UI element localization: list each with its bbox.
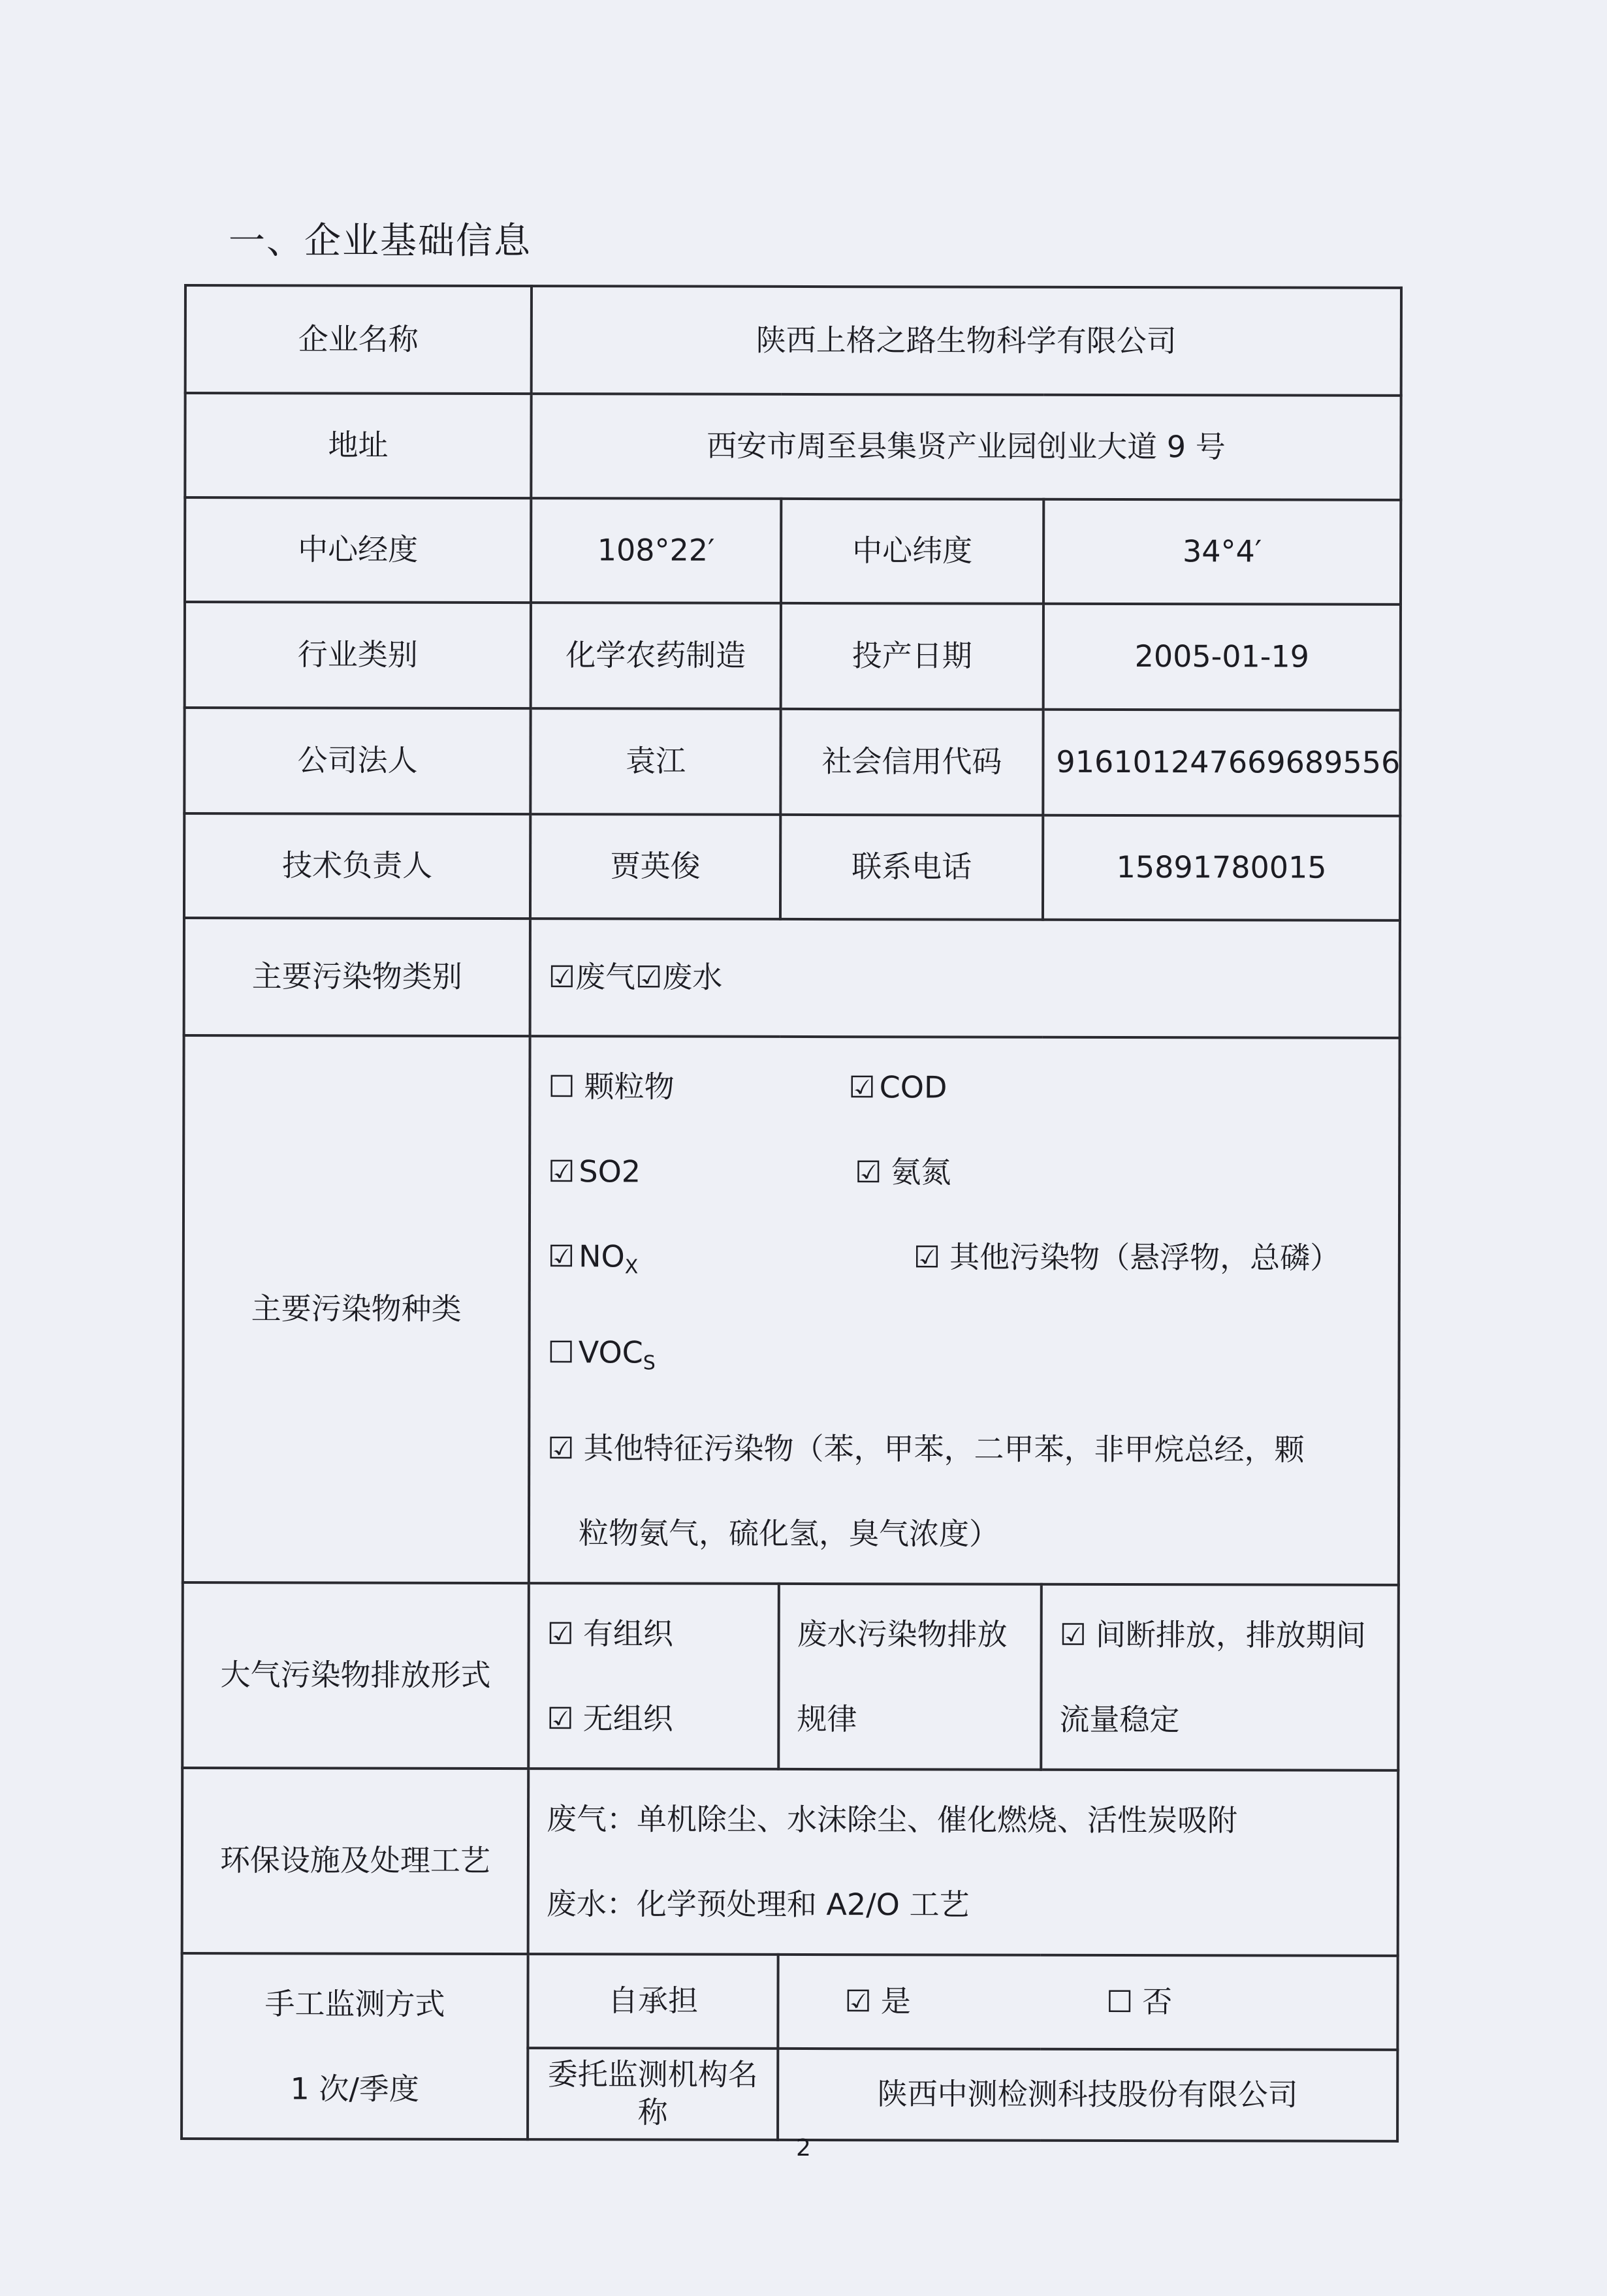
agency-label: 委托监测机构名称 <box>528 2048 778 2140</box>
pollutant-nox: $NO_X$ <box>579 1238 639 1279</box>
checkbox-checked-icon: ☑ <box>913 1239 941 1275</box>
checkbox-checked-icon: ☑ <box>547 1430 575 1466</box>
pollutant-line-5 <box>547 1406 1386 1492</box>
monitoring-label: 手工监测方式 1 次/季度 <box>182 1953 528 2139</box>
legal-person-value: 袁江 <box>530 708 780 815</box>
checkbox-checked-icon: ☑ <box>548 1154 575 1189</box>
pollutant-line-6: 粒物氨气，硫化氢，臭气浓度） <box>578 1515 1000 1552</box>
checkbox-checked-icon: ☑ <box>1059 1616 1087 1652</box>
latitude-label: 中心纬度 <box>781 499 1043 604</box>
row-tech <box>184 813 1400 920</box>
pollutant-vocs: $VOC_S$ <box>578 1334 656 1375</box>
checkbox-unchecked-icon: ☐ <box>547 1334 575 1370</box>
air-emission-label: 大气污染物排放形式 <box>182 1582 529 1769</box>
checkbox-checked-icon: ☑ <box>635 959 663 995</box>
agency-value: 陕西中测检测科技股份有限公司 <box>778 2049 1397 2141</box>
industry-value: 化学农药制造 <box>531 603 781 709</box>
row-monitoring-1 <box>182 1953 1397 2049</box>
category-waste-water: 废水 <box>662 959 723 995</box>
facilities-value <box>528 1769 1399 1956</box>
phone-value: 15891780015 <box>1043 815 1400 920</box>
pollutant-types-value <box>529 1036 1400 1585</box>
latitude-value: 34°4′ <box>1043 499 1401 605</box>
checkbox-checked-icon: ☑ <box>855 1154 882 1190</box>
credit-code-value: 916101247669689556 <box>1043 710 1400 816</box>
pollutant-line-1 <box>548 1044 1386 1131</box>
self-monitoring-value <box>778 1955 1397 2050</box>
row-legal <box>184 708 1400 816</box>
row-industry <box>185 602 1401 710</box>
checkbox-unchecked-icon: ☐ <box>548 1069 575 1105</box>
pollutant-other: 其他污染物（悬浮物，总磷） <box>949 1239 1341 1276</box>
row-location <box>185 497 1401 605</box>
start-date-label: 投产日期 <box>781 603 1043 710</box>
tech-lead-label: 技术负责人 <box>184 813 530 919</box>
self-monitoring-label: 自承担 <box>528 1954 778 2048</box>
checkbox-checked-icon: ☑ <box>547 1238 575 1274</box>
pollutant-particulate: 颗粒物 <box>584 1069 675 1105</box>
pollutant-line-2 <box>548 1129 1386 1216</box>
pollutant-types-label: 主要污染物种类 <box>183 1035 530 1583</box>
industry-label: 行业类别 <box>185 602 531 708</box>
pollutant-line-4 <box>547 1310 1386 1407</box>
section-title: 一、企业基础信息 <box>229 220 532 262</box>
facilities-label: 环保设施及处理工艺 <box>182 1768 529 1954</box>
page-number: 2 <box>796 2135 811 2162</box>
facilities-waste-gas: 废气：单机除尘、水沫除尘、催化燃烧、活性炭吸附 <box>547 1801 1238 1838</box>
checkbox-checked-icon: ☑ <box>848 1069 876 1105</box>
pollutant-line-3 <box>548 1214 1386 1312</box>
pollutant-category-value <box>530 919 1400 1038</box>
company-name-value: 陕西上格之路生物科学有限公司 <box>532 286 1401 396</box>
row-company-name <box>185 285 1401 396</box>
pollutant-cod: COD <box>879 1069 947 1105</box>
row-address <box>185 393 1401 500</box>
option-yes: 是 <box>880 1983 911 2019</box>
checkbox-checked-icon: ☑ <box>844 1983 872 2019</box>
longitude-label: 中心经度 <box>185 497 531 603</box>
wastewater-pattern-label: 废水污染物排放 规律 <box>778 1584 1042 1770</box>
checkbox-checked-icon: ☑ <box>548 959 576 995</box>
pollutant-other-characteristic: 其他特征污染物（苯，甲苯，二甲苯，非甲烷总经，颗 <box>583 1430 1305 1468</box>
checkbox-checked-icon: ☑ <box>547 1616 574 1652</box>
category-waste-gas: 废气 <box>575 959 636 995</box>
phone-label: 联系电话 <box>780 815 1043 920</box>
checkbox-checked-icon: ☑ <box>547 1701 574 1737</box>
longitude-value: 108°22′ <box>531 498 781 603</box>
address-label: 地址 <box>185 393 531 498</box>
start-date-value: 2005-01-19 <box>1043 604 1401 710</box>
row-pollutant-category <box>184 918 1400 1038</box>
enterprise-info-table <box>180 284 1403 2143</box>
wastewater-pattern-value: ☑ 间断排放，排放期间 流量稳定 <box>1041 1584 1399 1770</box>
facilities-waste-water: 废水：化学预处理和 A2/O 工艺 <box>546 1886 970 1923</box>
air-emission-value <box>528 1583 779 1769</box>
row-pollutant-types <box>183 1035 1400 1585</box>
row-emission <box>182 1582 1399 1770</box>
address-value: 西安市周至县集贤产业园创业大道 9 号 <box>531 394 1401 500</box>
checkbox-unchecked-icon: ☐ <box>1106 1984 1134 2020</box>
emission-unorganized: 无组织 <box>582 1701 673 1737</box>
tech-lead-value: 贾英俊 <box>530 814 780 919</box>
pollutant-category-label: 主要污染物类别 <box>184 918 530 1036</box>
legal-person-label: 公司法人 <box>184 708 530 814</box>
credit-code-label: 社会信用代码 <box>780 709 1043 815</box>
pollutant-so2: SO2 <box>579 1154 641 1189</box>
emission-organized: 有组织 <box>582 1616 673 1652</box>
company-name-label: 企业名称 <box>185 285 532 394</box>
pollutant-ammonia-nitrogen: 氨氮 <box>891 1154 951 1190</box>
option-no: 否 <box>1142 1984 1173 2020</box>
row-facilities <box>182 1768 1399 1956</box>
